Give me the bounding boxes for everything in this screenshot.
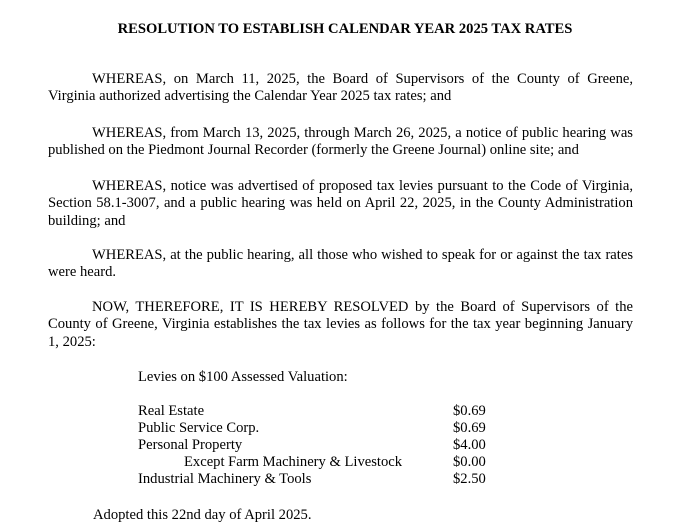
levy-row xyxy=(138,471,488,488)
whereas-paragraph-2 xyxy=(48,125,633,160)
paragraph-first-line: NOW, THEREFORE, IT IS HEREBY RESOLVED by the Board of Supervisors of the xyxy=(92,299,633,315)
resolution-title: RESOLUTION TO ESTABLISH CALENDAR YEAR 2025 TAX RATES xyxy=(117,21,573,37)
levy-name: Personal Property xyxy=(138,437,243,453)
levy-name: Industrial Machinery & Tools xyxy=(138,471,312,487)
paragraph-first-line: WHEREAS, notice was advertised of proposed tax levies pursuant to the Code of Virginia, xyxy=(92,178,633,194)
paragraph-first-line: WHEREAS, at the public hearing, all those who wished to speak for or against the tax rates xyxy=(92,247,633,263)
adoption-statement: Adopted this 22nd day of April 2025. xyxy=(93,507,312,523)
paragraph-continuation: County of Greene, Virginia establishes the tax levies as follows for the tax year beginning January 1, 2025: xyxy=(48,316,633,350)
whereas-paragraph-3 xyxy=(48,178,633,230)
levy-rate: $2.50 xyxy=(453,471,486,487)
paragraph-continuation: published on the Piedmont Journal Recorder (formerly the Greene Journal) online site; and xyxy=(48,142,579,159)
levy-row xyxy=(138,437,488,454)
resolved-paragraph xyxy=(48,299,633,351)
levy-name: Except Farm Machinery & Livestock xyxy=(184,454,403,470)
levy-rate: $4.00 xyxy=(453,437,486,453)
paragraph-continuation: Section 58.1-3007, and a public hearing was held on April 22, 2025, in the County Administration building; and xyxy=(48,195,633,229)
paragraph-continuation: Virginia authorized advertising the Calendar Year 2025 tax rates; and xyxy=(48,88,452,105)
levy-row xyxy=(138,403,488,420)
levy-rate: $0.69 xyxy=(453,403,486,419)
levies-heading: Levies on $100 Assessed Valuation: xyxy=(138,369,348,385)
paragraph-first-line: WHEREAS, on March 11, 2025, the Board of Supervisors of the County of Greene, xyxy=(92,71,633,87)
levy-row xyxy=(138,420,488,437)
levy-row xyxy=(138,454,488,471)
whereas-paragraph-4 xyxy=(48,247,633,282)
levy-name: Real Estate xyxy=(138,403,205,419)
paragraph-continuation: were heard. xyxy=(48,264,117,281)
paragraph-first-line: WHEREAS, from March 13, 2025, through March 26, 2025, a notice of public hearing was xyxy=(92,125,633,141)
levy-rate: $0.00 xyxy=(453,454,486,470)
levy-name: Public Service Corp. xyxy=(138,420,260,436)
levy-rate: $0.69 xyxy=(453,420,486,436)
whereas-paragraph-1 xyxy=(48,71,633,106)
